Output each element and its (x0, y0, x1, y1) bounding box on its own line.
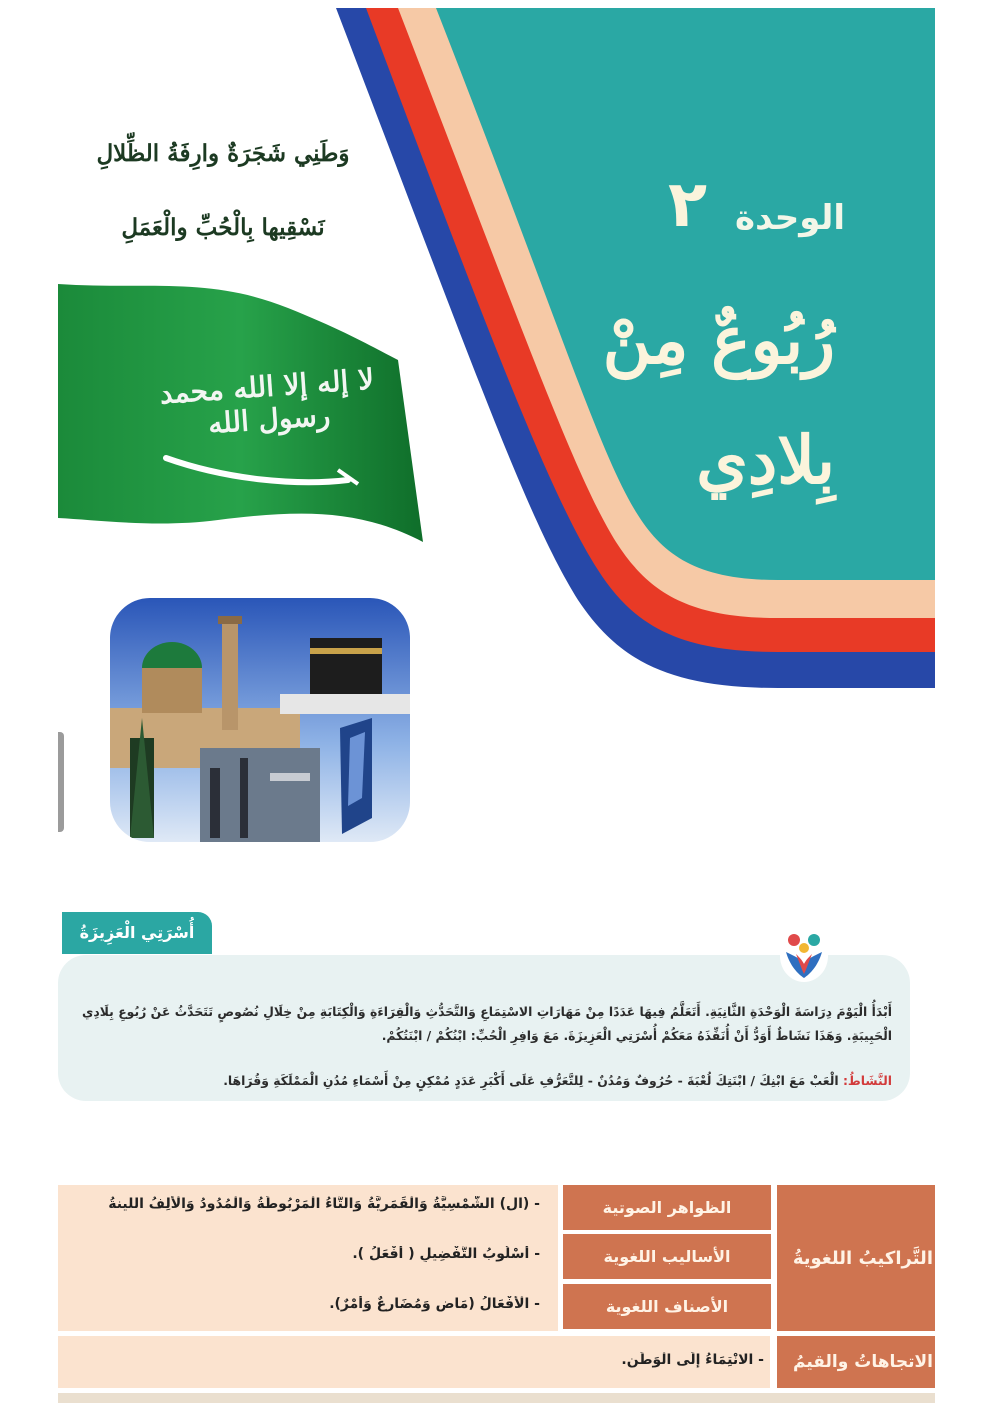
table-row-value: - أُسْلُوبُ التَّفْضِيلِ ( أَفْعَلُ ). (352, 1246, 540, 1262)
activity-text: الْعَبْ مَعَ ابْنِكَ / ابْنَتِكَ لُعْبَةَ - حُرُوفٌ وَمُدُنٌ - لِلتَّعَرُّفِ عَلَى أَكْبَرِ عَدَدٍ مُمْكِنٍ مِنْ أَسْمَاءِ مُدُنِ الْمَمْلَكَةِ وَقُرَاهَا. (223, 1073, 843, 1088)
table-row-value: - الانْتِمَاءُ إِلَى الْوَطَنِ. (621, 1352, 764, 1368)
unit-title (495, 280, 835, 520)
family-text: أَبْدَأُ الْيَوْمَ دِرَاسَةَ الْوَحْدَةِ الثَّانِيَةِ. أَتَعَلَّمُ فِيهَا عَدَدًا مِنْ مَهَارَاتِ الاسْتِمَاعِ وَالتَّحَدُّثِ وَالْقِرَاءَةِ وَالْكِتَابَةِ مِنْ خِلَالِ نُصُوصٍ تَتَحَدَّثُ عَنْ رُبُوعِ بِلَادِي الْحَبِيبَةِ. وَهَذَا نَشَاطٌ أَوَدُّ أَنْ أُنَفِّذَهُ مَعَكُمْ أُسْرَتِي الْعَزِيزَةَ. مَعَ وَافِرِ الْحُبِّ: ابْنُكُمْ / ابْنَتُكُمْ. (82, 1004, 892, 1043)
table-row-label: الأصناف اللغوية (563, 1284, 771, 1329)
family-icon (780, 930, 828, 982)
table-row-label: الأساليب اللغوية (563, 1234, 771, 1279)
unit-title-line1: رُبُوعٌ مِنْ (602, 301, 835, 379)
table-section-head-1: التَّراكيبُ اللغويةُ (777, 1185, 935, 1331)
poem-line-1: وَطَنِي شَجَرَةٌ وارِفَةُ الظِّلالِ (96, 140, 350, 167)
family-tag: أُسْرَتِي الْعَزِيزَةُ (62, 912, 212, 954)
side-tab (58, 732, 64, 832)
flag-inscription: لا إله إلا الله محمد رسول الله (158, 362, 376, 441)
table-row-label: الظواهر الصوتية (563, 1185, 771, 1230)
unit-number: ٢ (667, 168, 707, 242)
unit-title-line2: بِلادِي (696, 421, 835, 499)
unit-label: الوحدة (735, 198, 845, 238)
family-activity (82, 1070, 892, 1092)
table-row-value: - الْأَفْعَالُ (مَاضٍ وَمُضَارِعٌ وَأَمْرٌ). (329, 1296, 540, 1312)
table-row-value: - (ال) الشَّمْسِيَّةُ وَالْقَمَرِيَّةُ وَالتَّاءُ الْمَرْبُوطَةُ وَالْمُدُودُ وَالْأَلِفُ اللينةُ (108, 1196, 540, 1212)
bottom-rule (58, 1393, 935, 1403)
table-section-head-2: الاتجاهاتُ والقيمُ (777, 1336, 935, 1388)
page (58, 0, 935, 1403)
poem-line-2: نَسْقِيها بِالْحُبِّ والْعَمَلِ (121, 214, 325, 241)
landmarks-photo (110, 598, 410, 842)
activity-key: النَّشَاطُ: (842, 1073, 892, 1088)
